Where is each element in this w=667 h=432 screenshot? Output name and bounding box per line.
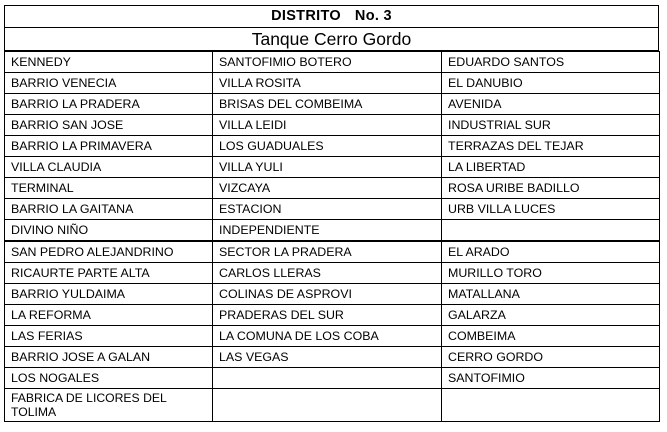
table-row: [5, 220, 660, 241]
tank-name: Tanque Cerro Gordo: [4, 28, 659, 51]
table-cell: SANTOFIMIO: [442, 368, 660, 389]
neighborhood-table-lower: [4, 241, 660, 422]
table-row: [5, 305, 660, 326]
table-cell: TERMINAL: [5, 178, 213, 199]
table-cell: EDUARDO SANTOS: [442, 52, 660, 73]
table-cell: [213, 368, 442, 389]
table-cell: COLINAS DE ASPROVI: [213, 284, 442, 305]
table-cell: LA LIBERTAD: [442, 157, 660, 178]
table-cell: BARRIO LA PRADERA: [5, 94, 213, 115]
table-row: [5, 73, 660, 94]
table-cell: GALARZA: [442, 305, 660, 326]
table-row: [5, 52, 660, 73]
table-row: [5, 326, 660, 347]
table-cell: AVENIDA: [442, 94, 660, 115]
table-cell: LAS VEGAS: [213, 347, 442, 368]
district-header: [4, 5, 659, 28]
neighborhood-table-upper: [4, 51, 660, 241]
table-cell: BARRIO JOSE A GALAN: [5, 347, 213, 368]
table-cell: SECTOR LA PRADERA: [213, 242, 442, 263]
table-cell: BARRIO LA PRIMAVERA: [5, 136, 213, 157]
table-cell: LOS GUADUALES: [213, 136, 442, 157]
table-cell: [442, 220, 660, 241]
table-cell: CARLOS LLERAS: [213, 263, 442, 284]
table-cell: SAN PEDRO ALEJANDRINO: [5, 242, 213, 263]
table-row: [5, 263, 660, 284]
table-cell: MATALLANA: [442, 284, 660, 305]
table-cell: BARRIO VENECIA: [5, 73, 213, 94]
table-cell: EL DANUBIO: [442, 73, 660, 94]
table-row: [5, 136, 660, 157]
table-row: [5, 242, 660, 263]
table-cell: VILLA CLAUDIA: [5, 157, 213, 178]
table-row: [5, 94, 660, 115]
table-cell: EL ARADO: [442, 242, 660, 263]
table-cell: VIZCAYA: [213, 178, 442, 199]
table-cell: VILLA LEIDI: [213, 115, 442, 136]
district-label: DISTRITO: [271, 8, 341, 24]
table-cell: COMBEIMA: [442, 326, 660, 347]
table-cell: FABRICA DE LICORES DEL TOLIMA: [5, 389, 213, 422]
table-cell: RICAURTE PARTE ALTA: [5, 263, 213, 284]
table-row: [5, 389, 660, 422]
table-row: [5, 115, 660, 136]
table-cell: LA COMUNA DE LOS COBA: [213, 326, 442, 347]
table-row: [5, 347, 660, 368]
table-cell: BRISAS DEL COMBEIMA: [213, 94, 442, 115]
table-cell: [442, 389, 660, 422]
table-cell: [213, 389, 442, 422]
table-cell: PRADERAS DEL SUR: [213, 305, 442, 326]
table-row: [5, 199, 660, 220]
table-cell: ESTACION: [213, 199, 442, 220]
district-sheet: [4, 5, 659, 422]
table-cell: LA REFORMA: [5, 305, 213, 326]
district-number: No. 3: [354, 8, 392, 24]
table-cell: BARRIO YULDAIMA: [5, 284, 213, 305]
table-cell: ROSA URIBE BADILLO: [442, 178, 660, 199]
table-cell: SANTOFIMIO BOTERO: [213, 52, 442, 73]
table-cell: BARRIO LA GAITANA: [5, 199, 213, 220]
table-cell: BARRIO SAN JOSE: [5, 115, 213, 136]
table-cell: LAS FERIAS: [5, 326, 213, 347]
table-cell: INDEPENDIENTE: [213, 220, 442, 241]
table-row: [5, 178, 660, 199]
table-cell: CERRO GORDO: [442, 347, 660, 368]
table-cell: KENNEDY: [5, 52, 213, 73]
table-cell: URB VILLA LUCES: [442, 199, 660, 220]
table-cell: VILLA YULI: [213, 157, 442, 178]
table-cell: MURILLO TORO: [442, 263, 660, 284]
table-cell: TERRAZAS DEL TEJAR: [442, 136, 660, 157]
table-row: [5, 157, 660, 178]
table-cell: DIVINO NIÑO: [5, 220, 213, 241]
table-row: [5, 368, 660, 389]
table-cell: INDUSTRIAL SUR: [442, 115, 660, 136]
table-cell: LOS NOGALES: [5, 368, 213, 389]
table-cell: VILLA ROSITA: [213, 73, 442, 94]
table-row: [5, 284, 660, 305]
